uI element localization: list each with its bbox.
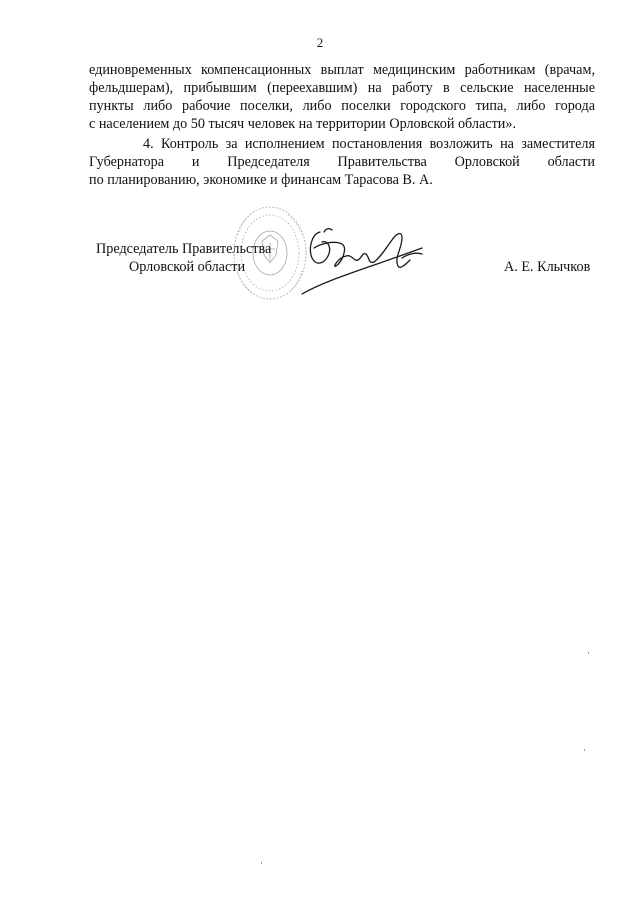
- text-line: фельдшерам), прибывшим (переехавшим) на работу в сельские населенные: [89, 80, 595, 96]
- page-number: 2: [316, 35, 324, 50]
- scan-artifact: [584, 749, 585, 751]
- text-line: с населением до 50 тысяч человек на территории Орловской области».: [89, 116, 517, 132]
- text-line: Губернатора и Председателя Правительства Орловской области: [89, 154, 595, 170]
- handwritten-signature: [262, 218, 432, 300]
- signatory-title: Председатель Правительства: [96, 241, 272, 257]
- text-line: единовременных компенсационных выплат медицинским работникам (врачам,: [89, 62, 595, 78]
- text-line: 4. Контроль за исполнением постановления возложить на заместителя: [143, 136, 595, 152]
- scan-artifact: [588, 652, 589, 654]
- paragraph-control-clause: [89, 135, 595, 189]
- scan-artifact: [261, 862, 262, 864]
- signatory-region: Орловской области: [129, 259, 246, 275]
- signatory-name: А. Е. Клычков: [504, 259, 591, 275]
- paragraph-continuation: [89, 61, 595, 133]
- text-line: пункты либо рабочие поселки, либо поселки городского типа, либо города: [89, 98, 595, 114]
- text-line: по планированию, экономике и финансам Тарасова В. А.: [89, 172, 433, 188]
